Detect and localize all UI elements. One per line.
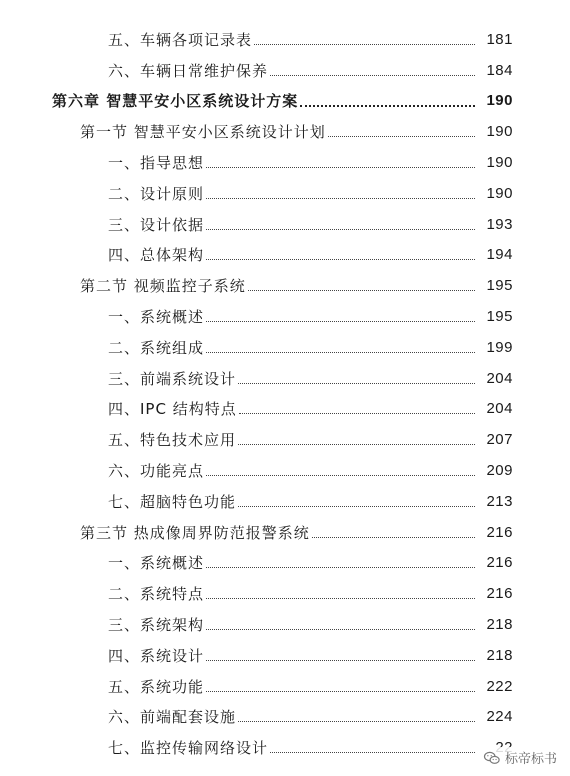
dot-leader — [300, 105, 475, 107]
dot-leader — [206, 167, 475, 168]
toc-item[interactable] — [0, 363, 570, 394]
toc-item[interactable] — [0, 24, 570, 55]
toc-item[interactable] — [0, 548, 570, 579]
toc-item[interactable] — [0, 609, 570, 640]
table-of-contents — [0, 24, 570, 763]
toc-entry-title: 三、系统架构 — [108, 616, 205, 635]
dot-leader — [206, 567, 475, 568]
toc-item[interactable] — [0, 147, 570, 178]
dot-leader — [248, 290, 475, 291]
toc-item[interactable] — [0, 394, 570, 425]
toc-item[interactable] — [0, 178, 570, 209]
toc-chapter[interactable] — [0, 86, 570, 117]
dot-leader — [254, 44, 475, 45]
toc-entry-title: 第三节 热成像周界防范报警系统 — [80, 523, 310, 542]
toc-entry-page: 216 — [486, 554, 513, 572]
toc-entry-title: 七、监控传输网络设计 — [108, 739, 269, 758]
toc-entry-title: 四、系统设计 — [108, 646, 205, 665]
toc-entry-title: 一、系统概述 — [108, 308, 205, 327]
toc-item[interactable] — [0, 671, 570, 702]
toc-entry-page: 199 — [486, 338, 513, 356]
dot-leader — [270, 75, 475, 76]
toc-entry-page: 195 — [486, 308, 513, 326]
toc-entry-page: 193 — [486, 215, 513, 233]
dot-leader — [206, 321, 475, 322]
toc-item[interactable] — [0, 578, 570, 609]
toc-item[interactable] — [0, 702, 570, 733]
toc-item[interactable] — [0, 240, 570, 271]
toc-entry-title: 二、系统特点 — [108, 585, 205, 604]
toc-item[interactable] — [0, 332, 570, 363]
toc-entry-title: 第二节 视频监控子系统 — [80, 277, 246, 296]
toc-item[interactable] — [0, 640, 570, 671]
toc-entry-title: 六、功能亮点 — [108, 462, 205, 481]
dot-leader — [238, 444, 475, 445]
dot-leader — [328, 136, 475, 137]
toc-entry-title: 六、车辆日常维护保养 — [108, 61, 269, 80]
toc-entry-title: 二、设计原则 — [108, 184, 205, 203]
toc-entry-title: 第六章 智慧平安小区系统设计方案 — [52, 92, 299, 111]
toc-item[interactable] — [0, 455, 570, 486]
dot-leader — [206, 229, 475, 230]
dot-leader — [238, 506, 475, 507]
watermark — [480, 747, 560, 768]
toc-section[interactable] — [0, 517, 570, 548]
toc-entry-title: 二、系统组成 — [108, 338, 205, 357]
toc-entry-page: 190 — [486, 123, 513, 141]
toc-entry-page: 190 — [486, 184, 513, 202]
dot-leader — [238, 383, 475, 384]
toc-entry-page: 204 — [486, 400, 513, 418]
toc-entry-page: 213 — [486, 492, 513, 510]
toc-entry-page: 216 — [486, 523, 513, 541]
toc-item[interactable] — [0, 209, 570, 240]
dot-leader — [206, 259, 475, 260]
toc-entry-title: 五、特色技术应用 — [108, 431, 237, 450]
toc-entry-page: 218 — [486, 646, 513, 664]
toc-entry-page: 207 — [486, 431, 513, 449]
toc-entry-title: 四、总体架构 — [108, 246, 205, 265]
dot-leader — [239, 413, 475, 414]
toc-section[interactable] — [0, 270, 570, 301]
toc-entry-page: 224 — [486, 708, 513, 726]
dot-leader — [206, 352, 475, 353]
dot-leader — [206, 691, 475, 692]
toc-entry-page: 204 — [486, 369, 513, 387]
toc-entry-page: 209 — [486, 462, 513, 480]
toc-entry-page: 190 — [486, 92, 513, 110]
dot-leader — [206, 475, 475, 476]
toc-entry-page: 190 — [486, 154, 513, 172]
toc-entry-title: 三、前端系统设计 — [108, 369, 237, 388]
toc-section[interactable] — [0, 116, 570, 147]
toc-entry-title: 五、车辆各项记录表 — [108, 30, 253, 49]
toc-item[interactable] — [0, 486, 570, 517]
toc-entry-page: 216 — [486, 585, 513, 603]
toc-entry-title: 一、系统概述 — [108, 554, 205, 573]
toc-entry-page: 181 — [486, 30, 513, 48]
dot-leader — [312, 537, 475, 538]
dot-leader — [206, 660, 475, 661]
dot-leader — [206, 598, 475, 599]
toc-item[interactable] — [0, 301, 570, 332]
toc-entry-page: 222 — [486, 677, 513, 695]
toc-entry-title: 第一节 智慧平安小区系统设计计划 — [80, 123, 326, 142]
toc-entry-page: 194 — [486, 246, 513, 264]
toc-entry-title: 五、系统功能 — [108, 677, 205, 696]
toc-entry-page: 218 — [486, 616, 513, 634]
toc-entry-title: 三、设计依据 — [108, 215, 205, 234]
toc-entry-title: 四、IPC 结构特点 — [108, 400, 237, 419]
dot-leader — [238, 721, 475, 722]
watermark-text: 标帝标书 — [504, 752, 557, 767]
toc-entry-title: 一、指导思想 — [108, 154, 205, 173]
toc-entry-page: 184 — [486, 61, 513, 79]
dot-leader — [270, 752, 475, 753]
toc-entry-title: 七、超脑特色功能 — [108, 492, 237, 511]
dot-leader — [206, 198, 475, 199]
toc-entry-page: 195 — [486, 277, 513, 295]
toc-item[interactable] — [0, 55, 570, 86]
toc-item[interactable] — [0, 424, 570, 455]
toc-entry-title: 六、前端配套设施 — [108, 708, 237, 727]
dot-leader — [206, 629, 475, 630]
wechat-icon — [483, 749, 501, 767]
